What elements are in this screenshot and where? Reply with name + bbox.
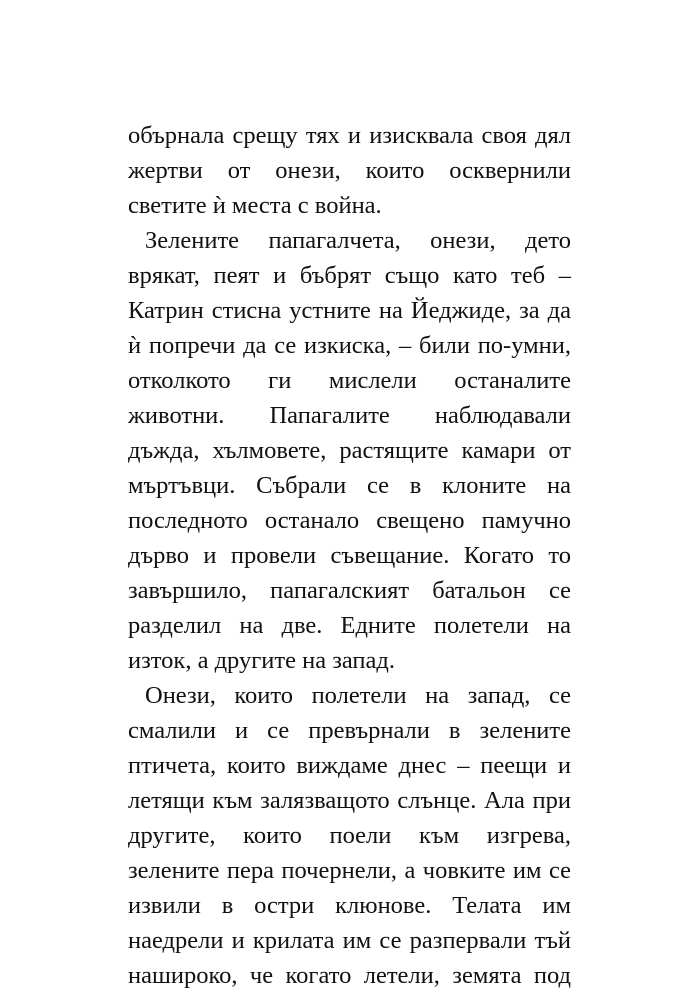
text-line: завършило, папагалският батальон се xyxy=(128,577,571,604)
text-line: дърво и провели съвещание. Когато то xyxy=(128,542,571,569)
paragraph-first-line: Онези, които полетели на запад, се xyxy=(145,682,571,709)
page-text xyxy=(128,118,571,993)
text-line: смалили и се превърнали в зелените xyxy=(128,717,571,744)
text-line: нашироко, че когато летели, земята под xyxy=(128,962,571,989)
text-line: врякат, пеят и бъбрят също като теб – xyxy=(128,262,571,289)
text-line: другите, които поели към изгрева, xyxy=(128,822,571,849)
text-line: изток, а другите на запад. xyxy=(128,647,395,674)
text-line: животни. Папагалите наблюдавали xyxy=(128,402,571,429)
text-line: разделил на две. Едните полетели на xyxy=(128,612,571,639)
text-line: наедрели и крилата им се разпервали тъй xyxy=(128,927,571,954)
paragraph-first-line: Зелените папагалчета, онези, дето xyxy=(145,227,571,254)
text-line: светите ѝ места с война. xyxy=(128,192,382,219)
text-line: обърнала срещу тях и изисквала своя дял xyxy=(128,122,571,149)
text-line: Катрин стисна устните на Йеджиде, за да xyxy=(128,297,571,324)
text-line: птичета, които виждаме днес – пеещи и xyxy=(128,752,571,779)
text-line: зелените пера почернели, а човките им се xyxy=(128,857,571,884)
text-line: отколкото ги мислели останалите xyxy=(128,367,571,394)
text-line: дъжда, хълмовете, растящите камари от xyxy=(128,437,571,464)
text-line: последното останало свещено памучно xyxy=(128,507,571,534)
text-line: ѝ попречи да се изкиска, – били по-умни, xyxy=(128,332,571,359)
text-line: летящи към залязващото слънце. Ала при xyxy=(128,787,571,814)
text-line: извили в остри клюнове. Телата им xyxy=(128,892,571,919)
text-line: мъртъвци. Събрали се в клоните на xyxy=(128,472,571,499)
text-line: жертви от онези, които осквернили xyxy=(128,157,571,184)
